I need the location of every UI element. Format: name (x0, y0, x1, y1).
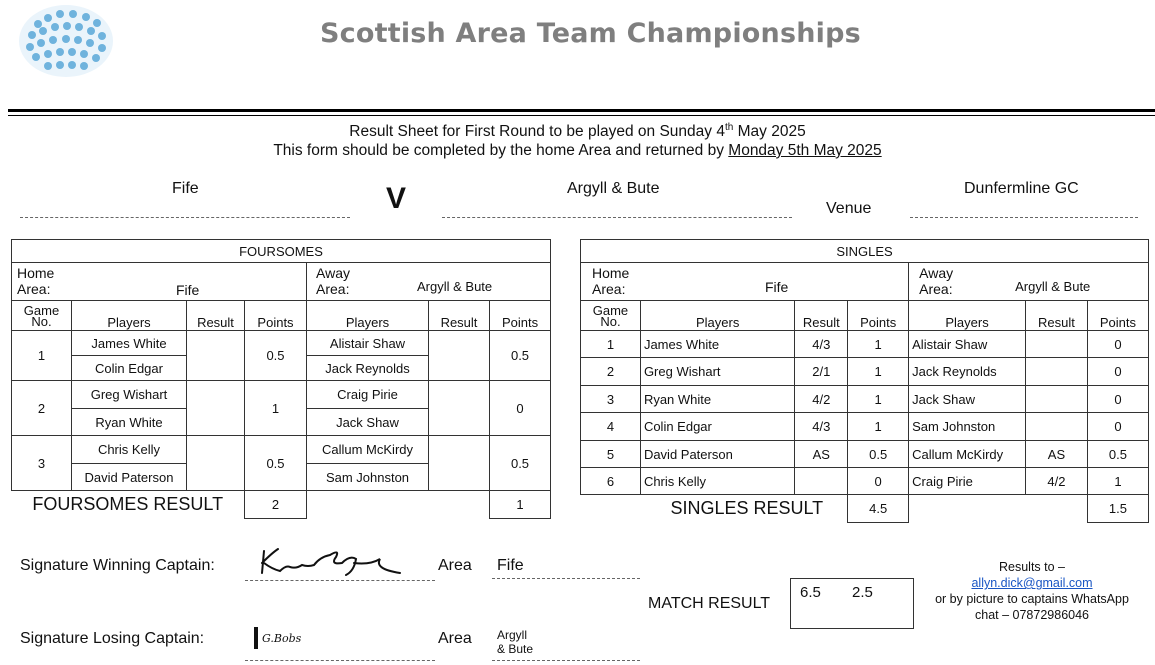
foursomes-game-no: 1 (12, 331, 72, 381)
winning-area-label: Area (438, 557, 472, 574)
singles-away-area (909, 263, 1149, 301)
results-to-label: Results to – (998, 560, 1065, 574)
match-result-box (790, 578, 914, 629)
foursomes-row (12, 331, 551, 356)
singles-home-area (581, 263, 909, 301)
singles-away-result (1025, 413, 1087, 441)
foursomes-home-total: 2 (245, 491, 307, 519)
foursomes-home-area-label: Area: (17, 281, 51, 297)
singles-home-player: Ryan White (640, 386, 794, 413)
whatsapp-line-2: chat – 07872986046 (975, 608, 1089, 622)
singles-row (581, 386, 1149, 413)
home-area-line (20, 217, 350, 218)
golf-ball-logo (18, 4, 114, 78)
foursomes-home-result (187, 436, 245, 491)
foursomes-home-area-value: Fife (176, 282, 200, 298)
singles-away-points: 0 (1087, 331, 1148, 358)
foursomes-away-points: 0.5 (490, 436, 551, 491)
singles-home-result: 4/3 (795, 413, 848, 441)
match-result-away: 2.5 (852, 584, 873, 601)
singles-home-area-label: Area: (592, 281, 626, 297)
singles-game-no: 4 (581, 413, 641, 441)
singles-game-no: 2 (581, 358, 641, 386)
singles-home-player: Chris Kelly (640, 468, 794, 495)
singles-home-result: 4/2 (795, 386, 848, 413)
foursomes-away-result (429, 381, 490, 436)
singles-away-area-value: Argyll & Bute (1015, 279, 1091, 294)
losing-area-line1: Argyll (497, 628, 528, 642)
versus-mark: V (386, 182, 407, 215)
foursomes-home-points: 0.5 (245, 331, 307, 381)
singles-home-area-value: Fife (765, 279, 789, 295)
foursomes-home-players-header: Players (72, 301, 187, 331)
singles-table (580, 239, 1149, 523)
singles-home-player: James White (640, 331, 794, 358)
header-divider-thin (8, 115, 1155, 116)
venue-label: Venue (826, 200, 872, 217)
losing-captain-label: Signature Losing Captain: (20, 630, 205, 647)
whatsapp-line-1: or by picture to captains WhatsApp (935, 592, 1129, 606)
singles-away-result: 4/2 (1025, 468, 1087, 495)
foursomes-home-area (12, 263, 307, 301)
singles-away-result (1025, 331, 1087, 358)
losing-captain-signature: G.Bobs (262, 632, 302, 645)
foursomes-home-player: David Paterson (72, 464, 187, 491)
foursomes-away-result (429, 436, 490, 491)
foursomes-total-spacer (307, 491, 490, 519)
foursomes-away-area (307, 263, 551, 301)
singles-game-no: 6 (581, 468, 641, 495)
round-sup: th (724, 122, 734, 133)
foursomes-table (11, 239, 551, 519)
losing-signature-line (245, 660, 435, 661)
singles-away-players-header: Players (909, 301, 1026, 331)
singles-result-label: SINGLES RESULT (670, 498, 824, 519)
away-area-line (442, 217, 792, 218)
foursomes-away-player: Sam Johnston (307, 464, 429, 491)
winning-area-value: Fife (497, 557, 524, 574)
round-text: Result Sheet for First Round to be played on Sunday 4 (349, 123, 725, 141)
singles-total-spacer (909, 495, 1088, 523)
singles-home-points: 1 (848, 413, 909, 441)
winning-signature-line (245, 580, 435, 581)
match-result-home: 6.5 (800, 584, 821, 601)
return-text: This form should be completed by the home Area and returned by (273, 142, 729, 159)
foursomes-away-player: Craig Pirie (307, 381, 429, 409)
foursomes-row (12, 436, 551, 464)
foursomes-home-points-header: Points (245, 301, 307, 331)
singles-home-result: 2/1 (795, 358, 848, 386)
foursomes-away-area-value: Argyll & Bute (417, 279, 493, 294)
losing-area-line2: & Bute (497, 642, 534, 656)
foursomes-away-points-header: Points (490, 301, 551, 331)
foursomes-game-no-header: Game No. (12, 301, 72, 331)
results-contact (915, 559, 1149, 623)
foursomes-away-label: Away (316, 265, 350, 281)
foursomes-away-player: Jack Shaw (307, 409, 429, 436)
singles-home-player: Greg Wishart (640, 358, 794, 386)
singles-away-points: 0 (1087, 386, 1148, 413)
losing-area-label: Area (438, 630, 472, 647)
singles-away-points-header: Points (1087, 301, 1148, 331)
foursomes-away-player: Alistair Shaw (307, 331, 429, 356)
singles-home-points: 1 (848, 331, 909, 358)
foursomes-game-no: 2 (12, 381, 72, 436)
singles-home-points: 1 (848, 386, 909, 413)
singles-home-result (795, 468, 848, 495)
singles-home-label: Home (592, 265, 630, 281)
foursomes-home-player: Ryan White (72, 409, 187, 436)
match-result-label: MATCH RESULT (648, 595, 771, 612)
foursomes-away-points: 0.5 (490, 331, 551, 381)
results-email-link[interactable]: allyn.dick@gmail.com (971, 576, 1093, 590)
singles-away-result-header: Result (1025, 301, 1087, 331)
foursomes-away-players-header: Players (307, 301, 429, 331)
winning-captain-signature (250, 543, 430, 579)
singles-away-player: Sam Johnston (909, 413, 1026, 441)
singles-away-points: 0 (1087, 358, 1148, 386)
singles-home-players-header: Players (640, 301, 794, 331)
foursomes-away-player: Jack Reynolds (307, 356, 429, 381)
singles-away-result (1025, 358, 1087, 386)
header-divider-thick (8, 109, 1155, 112)
singles-row (581, 441, 1149, 468)
singles-game-no: 3 (581, 386, 641, 413)
foursomes-away-total: 1 (490, 491, 551, 519)
away-area-name: Argyll & Bute (567, 180, 660, 197)
singles-home-points: 0 (848, 468, 909, 495)
singles-away-points: 0.5 (1087, 441, 1148, 468)
singles-away-label: Away (919, 265, 954, 281)
signature-bar-mark (254, 627, 258, 649)
foursomes-home-player: Greg Wishart (72, 381, 187, 409)
singles-away-area-label: Area: (919, 281, 953, 297)
losing-area-line (492, 660, 640, 661)
foursomes-home-result-header: Result (187, 301, 245, 331)
singles-home-points: 0.5 (848, 441, 909, 468)
foursomes-away-player: Callum McKirdy (307, 436, 429, 464)
singles-away-result (1025, 386, 1087, 413)
singles-home-result: AS (795, 441, 848, 468)
singles-home-points: 1 (848, 358, 909, 386)
page-title: Scottish Area Team Championships (320, 18, 861, 49)
singles-away-player: Jack Shaw (909, 386, 1026, 413)
foursomes-away-result (429, 331, 490, 381)
singles-home-result: 4/3 (795, 331, 848, 358)
foursomes-result-label: FOURSOMES RESULT (32, 494, 224, 515)
singles-away-result: AS (1025, 441, 1087, 468)
singles-row (581, 468, 1149, 495)
singles-away-total: 1.5 (1087, 495, 1148, 523)
singles-row (581, 358, 1149, 386)
venue-name: Dunfermline GC (964, 180, 1079, 197)
singles-away-points: 0 (1087, 413, 1148, 441)
winning-area-line (492, 578, 640, 579)
foursomes-title: FOURSOMES (12, 240, 551, 263)
singles-home-points-header: Points (848, 301, 909, 331)
foursomes-away-area-label: Area: (316, 281, 350, 297)
singles-away-player: Callum McKirdy (909, 441, 1026, 468)
singles-row (581, 413, 1149, 441)
singles-away-player: Craig Pirie (909, 468, 1026, 495)
winning-captain-label: Signature Winning Captain: (20, 557, 215, 574)
singles-home-result-header: Result (795, 301, 848, 331)
round-text-end: May 2025 (733, 123, 806, 141)
foursomes-away-result-header: Result (429, 301, 490, 331)
home-area-name: Fife (172, 180, 199, 197)
foursomes-away-points: 0 (490, 381, 551, 436)
round-line (0, 122, 1155, 141)
return-date: Monday 5th May 2025 (728, 142, 882, 159)
singles-title: SINGLES (581, 240, 1149, 263)
singles-away-player: Jack Reynolds (909, 358, 1026, 386)
singles-home-player: David Paterson (640, 441, 794, 468)
singles-game-no: 5 (581, 441, 641, 468)
foursomes-game-no: 3 (12, 436, 72, 491)
foursomes-home-result (187, 381, 245, 436)
venue-line (910, 217, 1138, 218)
foursomes-home-points: 0.5 (245, 436, 307, 491)
singles-game-no-header: Game No. (581, 301, 641, 331)
foursomes-home-label: Home (17, 265, 55, 281)
singles-game-no: 1 (581, 331, 641, 358)
return-line (0, 142, 1155, 160)
singles-away-player: Alistair Shaw (909, 331, 1026, 358)
singles-home-total: 4.5 (848, 495, 909, 523)
losing-area-value (497, 628, 533, 656)
foursomes-row (12, 381, 551, 409)
singles-away-points: 1 (1087, 468, 1148, 495)
foursomes-home-player: Chris Kelly (72, 436, 187, 464)
foursomes-home-points: 1 (245, 381, 307, 436)
foursomes-home-result (187, 331, 245, 381)
foursomes-home-player: James White (72, 331, 187, 356)
foursomes-home-player: Colin Edgar (72, 356, 187, 381)
singles-row (581, 331, 1149, 358)
singles-home-player: Colin Edgar (640, 413, 794, 441)
